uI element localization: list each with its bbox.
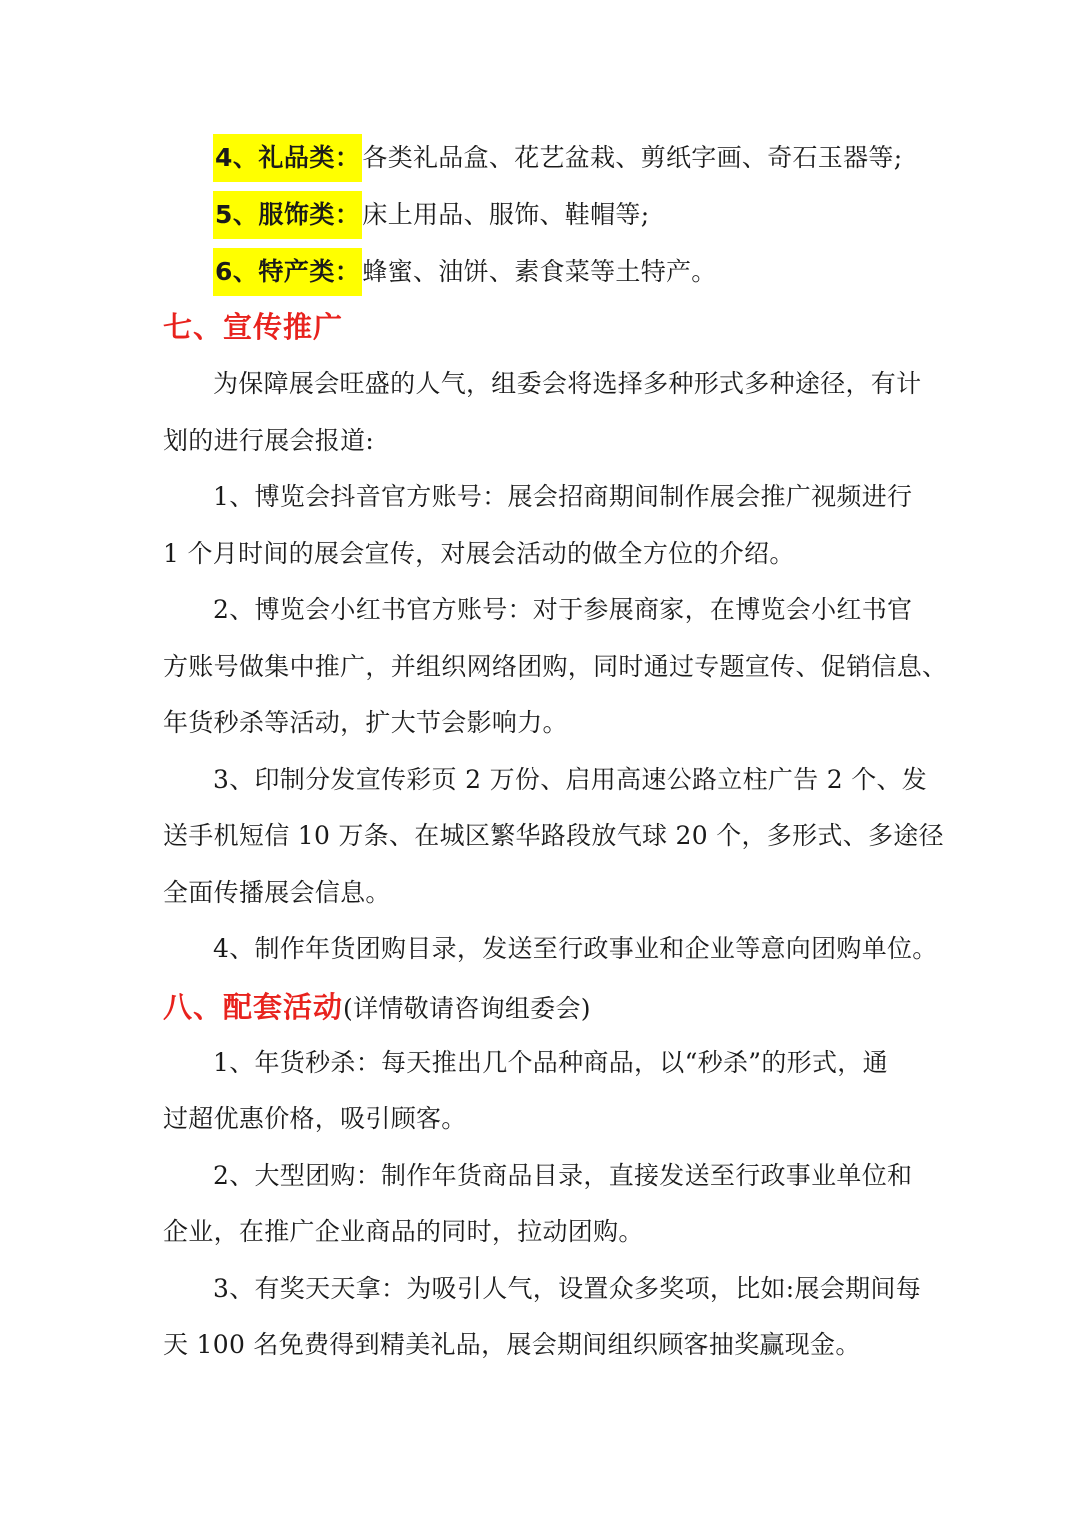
category-label: 5、服饰类： — [213, 191, 362, 239]
category-label: 4、礼品类： — [213, 134, 362, 182]
list-item-line: 1、年货秒杀：每天推出几个品种商品，以“秒杀”的形式，通 — [213, 1048, 888, 1077]
list-item-line: 2、大型团购：制作年货商品目录，直接发送至行政事业单位和 — [213, 1161, 913, 1190]
list-item-line: 1、博览会抖音官方账号：展会招商期间制作展会推广视频进行 — [213, 482, 913, 511]
list-item-line: 全面传播展会信息。 — [163, 878, 391, 907]
category-desc: 蜂蜜、油饼、素食菜等土特产。 — [362, 257, 717, 286]
list-item-line: 送手机短信 10 万条、在城区繁华路段放气球 20 个，多形式、多途径 — [163, 821, 944, 850]
paragraph-line: 为保障展会旺盛的人气，组委会将选择多种形式多种途径，有计 — [213, 369, 922, 398]
category-desc: 床上用品、服饰、鞋帽等; — [362, 200, 650, 229]
section-heading-promotion — [163, 305, 343, 349]
list-item-line: 3、印制分发宣传彩页 2 万份、启用高速公路立柱广告 2 个、发 — [213, 765, 928, 794]
list-item-line: 3、有奖天天拿：为吸引人气，设置众多奖项，比如:展会期间每 — [213, 1274, 922, 1303]
category-row-apparel — [213, 191, 649, 239]
category-desc: 各类礼品盒、花艺盆栽、剪纸字画、奇石玉器等; — [362, 143, 903, 172]
list-item-line: 天 100 名免费得到精美礼品，展会期间组织顾客抽奖赢现金。 — [163, 1330, 861, 1359]
list-item-line: 过超优惠价格，吸引顾客。 — [163, 1104, 467, 1133]
paragraph-line: 划的进行展会报道: — [163, 426, 375, 455]
category-row-gifts — [213, 134, 902, 182]
list-item-line: 1 个月时间的展会宣传，对展会活动的做全方位的介绍。 — [163, 539, 795, 568]
list-item-line: 4、制作年货团购目录，发送至行政事业和企业等意向团购单位。 — [213, 934, 938, 963]
list-item-line: 企业，在推广企业商品的同时，拉动团购。 — [163, 1217, 644, 1246]
list-item-line: 年货秒杀等活动，扩大节会影响力。 — [163, 708, 568, 737]
section-heading-activities — [163, 985, 591, 1031]
list-item-line: 方账号做集中推广，并组织网络团购，同时通过专题宣传、促销信息、 — [163, 652, 948, 681]
section-title: 七、宣传推广 — [163, 310, 344, 344]
category-row-specialty — [213, 248, 717, 296]
category-label: 6、特产类： — [213, 248, 362, 296]
section-note: (详情敬请咨询组委会) — [343, 994, 591, 1023]
list-item-line: 2、博览会小红书官方账号：对于参展商家，在博览会小红书官 — [213, 595, 913, 624]
section-title: 八、配套活动 — [163, 990, 344, 1024]
